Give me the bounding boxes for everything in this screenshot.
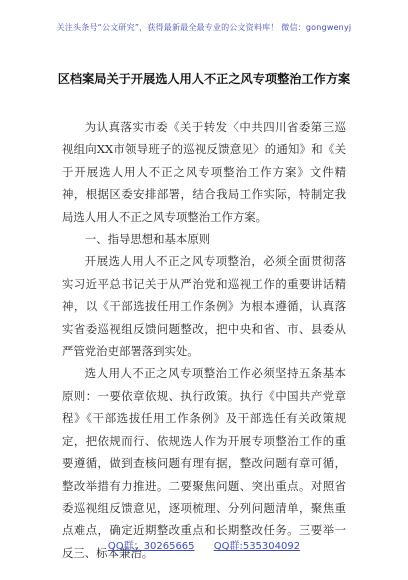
document-title: 区档案局关于开展选人用人不正之风专项整治工作方案 [57, 72, 351, 86]
paragraph-basic-principles: 选人用人不正之风专项整治工作必须坚持五条基本原则：一要依章依规、执行政策。执行《中国共产党章程》《干部选拔任用工作条例》及干部选任有关政策规定，把依规而行、依规选人作为开展专项整治工作的重要遵循，做到查核问题有理有据，整改问题有章可循，整改举措有力推进。二要聚焦问题、突出重点。对照省委巡视组反馈意见，逐项梳理、分列问题清单，聚焦重点难点，确定近期整改重点和长期整改任务。三要举一反三、标本兼治。 [62, 366, 346, 560]
document-body [62, 116, 346, 564]
section-heading-1: 一、指导思想和基本原则 [84, 232, 211, 247]
footer-qq-group-1[interactable]: QQ群：30265665 [107, 541, 195, 552]
paragraph-intro: 为认真落实市委《关于转发〈中共四川省委第三巡视组向XX市领导班子的巡视反馈意见〉的通知》和《关于开展选人用人不正之风专项整治工作方案》文件精神，根据区委安排部署，结合我局工作实际，特制定我局选人用人不正之风专项整治工作方案。 [62, 120, 346, 224]
footer-qq-group-2[interactable]: QQ群:535304092 [213, 541, 301, 552]
footer-contact [0, 537, 408, 552]
paragraph-guiding-thought: 开展选人用人不正之风专项整治，必须全面贯彻落实习近平总书记关于从严治党和巡视工作的重要讲话精神，以《干部选拔任用工作条例》为根本遵循，认真落实省委巡视组反馈问题整改，把中央和省、市、县委从严管党治吏部署落到实处。 [62, 254, 346, 359]
header-watermark-note: 关注头条号“公文研究”，获得最新最全最专业的公文资料库！ 微信：gongwenyj [56, 23, 352, 32]
